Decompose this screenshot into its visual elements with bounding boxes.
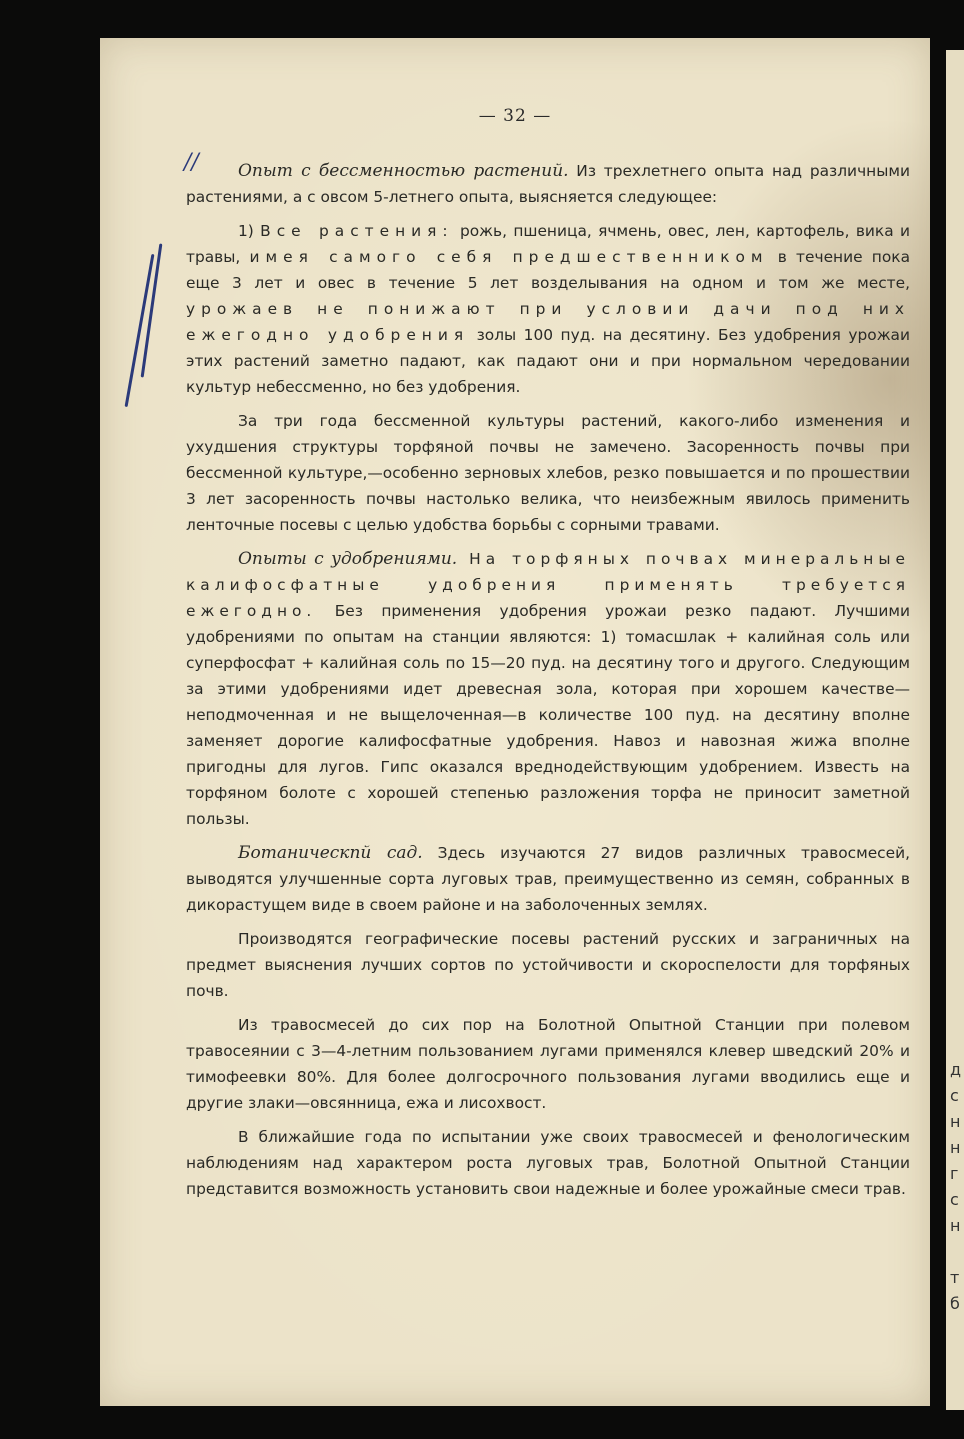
paragraph-text: В ближайшие года по испытании уже своих травосмесей и фенологическим наблюдениям над характером роста луговых трав, Болотной Опытной Станции представится возможность установить свои надежные и более урожайные смеси трав. <box>186 1128 910 1198</box>
next-page-fragment: т <box>950 1268 960 1287</box>
section-heading-botanical-garden: Ботаническпй сад. <box>238 843 423 863</box>
next-page-fragment: н <box>950 1216 961 1235</box>
paragraph-6 <box>186 926 910 1004</box>
page-number: — 32 — <box>478 106 552 126</box>
paragraph-3 <box>186 408 910 538</box>
next-page-fragment: б <box>950 1294 960 1313</box>
paragraph-text: рожь, пшеница, ячмень, овес, лен, картофель, вика и травы, <box>186 222 910 266</box>
next-page-fragment: н <box>950 1112 961 1131</box>
next-page-fragment: с <box>950 1190 959 1209</box>
next-page-fragment: г <box>950 1164 959 1183</box>
paragraph-text: За три года бессменной культуры растений, какого-либо изменения и ухудшения структуры торфяной почвы не замечено. Засоренность почвы при бессменной культуре,—особенно зерновых хлебов, резко повышается и по прошествии 3 лет засоренность почвы настолько велика, что неизбежным явилось применить ленточные посевы с целью удобства борьбы с сорными травами. <box>186 412 910 534</box>
section-heading-monoculture: Опыт с бессменностью растений. <box>238 161 569 181</box>
next-page-edge <box>946 50 964 1410</box>
next-page-fragment: с <box>950 1086 959 1105</box>
section-heading-fertilizers: Опыты с удобрениями. <box>238 549 458 569</box>
next-page-fragment: д <box>950 1060 962 1079</box>
spaced-text: имея самого себя предшественником <box>249 248 769 266</box>
paragraph-text: Производятся географические посевы растений русских и заграничных на предмет выяснения лучших сортов по устойчивости и скороспелости для торфяных почв. <box>186 930 910 1000</box>
paragraph-4 <box>186 546 910 832</box>
paragraph-text: Здесь изучаются 27 видов различных травосмесей, выводятся улучшенные сорта луговых трав, преимущественно из семян, собранных в дикорастущем виде в своем районе и на заболоченных землях. <box>186 844 910 914</box>
spaced-text: Все растения: <box>260 222 454 240</box>
document-page <box>100 38 930 1406</box>
paragraph-1 <box>186 158 910 210</box>
spaced-text: урожаев не понижают при условии дачи под них ежегодно удобрения <box>186 300 910 344</box>
paragraph-8 <box>186 1124 910 1202</box>
margin-mark: // <box>184 150 199 175</box>
next-page-fragment: н <box>950 1138 961 1157</box>
text-body <box>186 158 910 1210</box>
paragraph-text: Без применения удобрения урожаи резко падают. Лучшими удобрениями по опытам на станции являются: 1) томасшлак + калийная соль или суперфосфат + калийная соль по 15—20 пуд. на десятину того и другого. Следующим за этими удобрениями идет древесная зола, которая при хорошем качестве—неподмоченная и не выщелоченная—в количестве 100 пуд. на десятину вполне заменяет дорогие калифосфатные удобрения. Навоз и навозная жижа вполне пригодны для лугов. Гипс оказался вреднодействующим удобрением. Известь на торфяном болоте с хорошей степенью разложения торфа не приносит заметной пользы. <box>186 602 910 828</box>
paragraph-text: в течение пока еще 3 лет и овес в течение 5 лет возделывания на одном и том же месте, <box>186 248 910 292</box>
spaced-text: На торфяных почвах минеральные калифосфатные удобрения применять требуется ежегодно. <box>186 550 910 620</box>
paragraph-text: Из трехлетнего опыта над различными растениями, а с овсом 5-летнего опыта, выясняется следующее: <box>186 162 910 206</box>
list-number: 1) <box>238 222 261 240</box>
paragraph-text: золы 100 пуд. на десятину. Без удобрения урожаи этих растений заметно падают, как падают они и при нормальном чередовании культур небессменно, но без удобрения. <box>186 326 910 396</box>
paragraph-2 <box>186 218 910 400</box>
paragraph-7 <box>186 1012 910 1116</box>
paragraph-text: Из травосмесей до сих пор на Болотной Опытной Станции при полевом травосеянии с 3—4-летним пользованием лугами применялся клевер шведский 20% и тимофеевки 80%. Для более долгосрочного пользования лугами вводились еще и другие злаки—овсянница, ежа и лисохвост. <box>186 1016 910 1112</box>
paragraph-5 <box>186 840 910 918</box>
